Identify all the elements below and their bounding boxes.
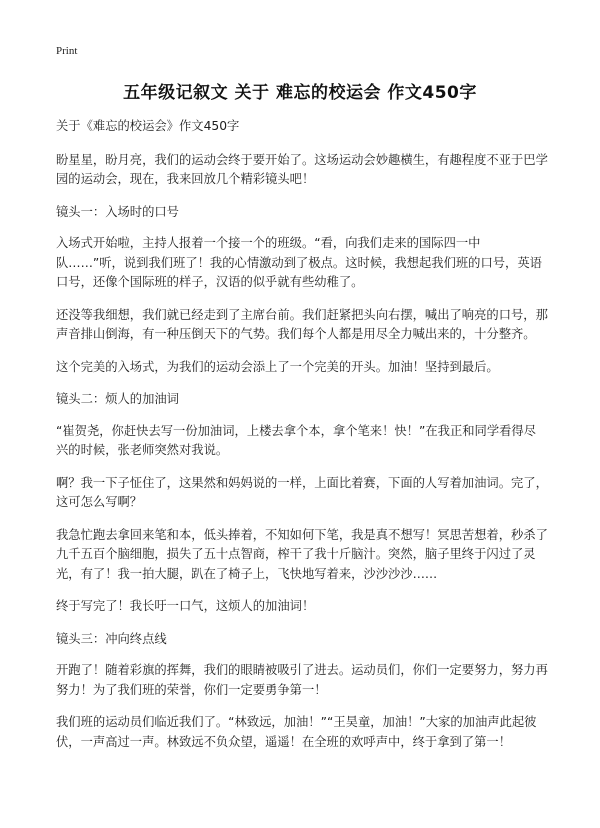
section-heading-1: 镜头一：入场时的口号 [56, 204, 179, 219]
paragraph-intro: 盼星星，盼月亮，我们的运动会终于要开始了。这场运动会妙趣横生，有趣程度不亚于巴学园的运动会，现在，我来回放几个精彩镜头吧！ [56, 152, 548, 186]
article-body [56, 117, 548, 765]
paragraph: 啊？我一下子怔住了，这果然和妈妈说的一样，上面比着赛，下面的人写着加油词。完了，这可怎么写啊？ [56, 475, 548, 509]
section-heading-3: 镜头三：冲向终点线 [56, 631, 167, 646]
paragraph: 入场式开始啦，主持人报着一个接一个的班级。“看，向我们走来的国际四一中队……”听，说到我们班了！我的心情激动到了极点。这时候，我想起我们班的口号，英语口号，还像个国际班的样子，汉语的似乎就有些幼稚了。 [56, 236, 542, 289]
section-heading-2: 镜头二：烦人的加油词 [56, 392, 179, 406]
print-link[interactable]: Print [56, 45, 78, 57]
paragraph: 我急忙跑去拿回来笔和本，低头捧着，不知如何下笔，我是真不想写！冥思苦想着，秒杀了九千五百个脑细胞，损失了五十点智商，榨干了我十斤脑汁。突然，脑子里终于闪过了灵光，有了！我一拍大腿，趴在了椅子上，飞快地写着来，沙沙沙沙…… [56, 527, 548, 581]
paragraph: “崔贺尧，你赶快去写一份加油词，上楼去拿个本，拿个笔来！快！”在我正和同学看得尽兴的时候，张老师突然对我说。 [56, 423, 537, 457]
article-subtitle: 关于《难忘的校运会》作文450字 [56, 119, 240, 133]
paragraph: 还没等我细想，我们就已经走到了主席台前。我们赶紧把头向右摆，喊出了响亮的口号，那声音排山倒海，有一种压倒天下的气势。我们每个人都是用尽全力喊出来的，十分整齐。 [56, 307, 548, 341]
paragraph: 开跑了！随着彩旗的挥舞，我们的眼睛被吸引了进去。运动员们，你们一定要努力，努力再努力！为了我们班的荣誉，你们一定要勇争第一！ [56, 663, 548, 697]
page-title: 五年级记叙文 关于 难忘的校运会 作文450字 [123, 83, 477, 103]
paragraph: 我们班的运动员们临近我们了。“林致远，加油！”“王昊童，加油！”大家的加油声此起彼伏，一声高过一声。林致远不负众望，遥遥！在全班的欢呼声中，终于拿到了第一！ [56, 715, 537, 749]
paragraph: 这个完美的入场式，为我们的运动会添上了一个完美的开头。加油！坚持到最后。 [56, 359, 499, 374]
paragraph: 终于写完了！我长吁一口气，这烦人的加油词！ [56, 599, 315, 613]
